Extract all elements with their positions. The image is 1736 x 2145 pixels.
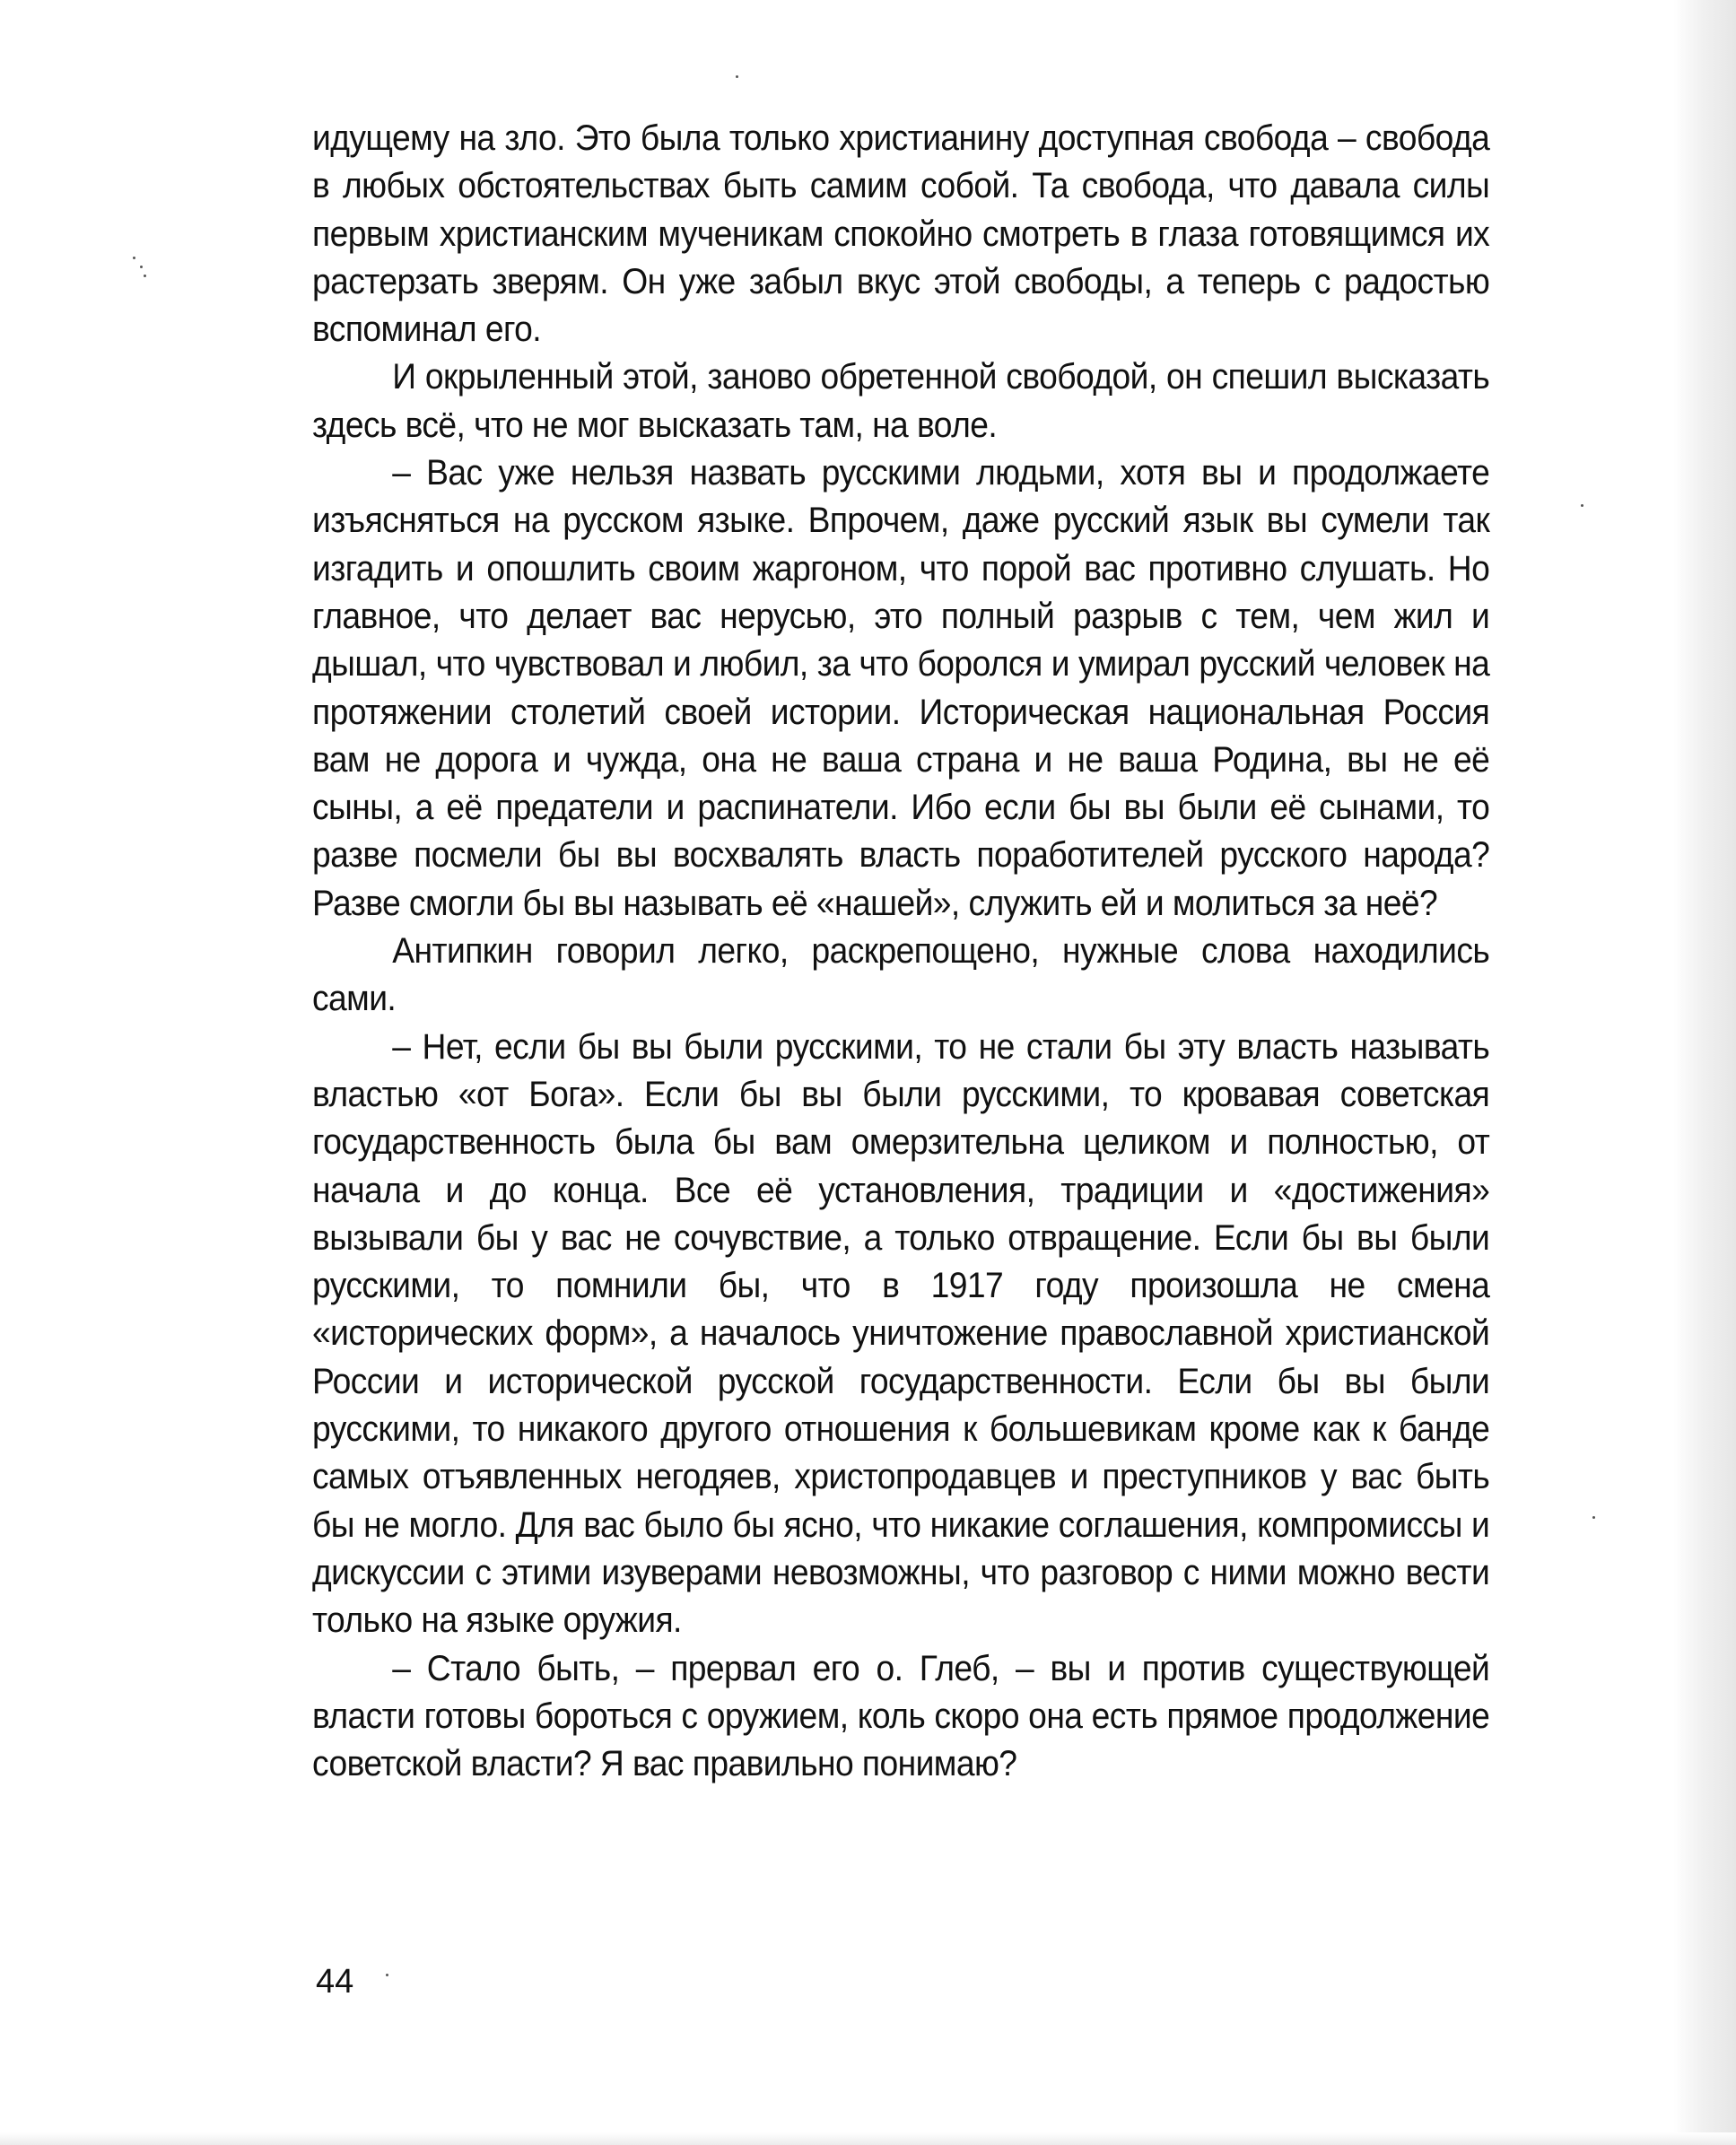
- page-bottom-edge: [0, 2132, 1736, 2145]
- scan-speck: [736, 75, 738, 78]
- scan-speck: [133, 257, 135, 259]
- paragraph: Антипкин говорил легко, раскрепощено, нужные слова находились сами.: [312, 931, 1490, 1019]
- scan-speck: [140, 266, 143, 268]
- paragraph: – Нет, если бы вы были русскими, то не стали бы эту власть называть властью «от Бога». Если бы вы были русскими, то кровавая советская государственность была бы вам омерзительна целиком и полностью, от начала и до конца. Все её установления, традиции и «достижения» вызывали бы у вас не сочувствие, а только отвращение. Если бы вы были русскими, то помнили бы, что в 1917 году произошла не смена «исторических форм», а началось уничтожение православной христианской России и исторической русской государственности. Если бы вы были русскими, то никакого другого отношения к большевикам кроме как к банде самых отъявленных негодяев, христопродавцев и преступников у вас быть бы не могло. Для вас было бы ясно, что никакие соглашения, компромиссы и дискуссии с этими изуверами невозможны, что разговор с ними можно вести только на языке оружия.: [312, 1026, 1490, 1641]
- paragraph: идущему на зло. Это была только христианину доступная свобода – свобода в любых обстоятельствах быть самим собой. Та свобода, что давала силы первым христианским мученикам спокойно смотреть в глаза готовящимся их растерзать зверям. Он уже забыл вкус этой свободы, а теперь с радостью вспоминал его.: [312, 118, 1490, 350]
- page-edge-shadow: [1673, 0, 1736, 2145]
- body-text: [312, 115, 1489, 1788]
- page-number: 44: [316, 1963, 354, 2001]
- scan-speck: [386, 1974, 388, 1976]
- paragraph: – Вас уже нельзя назвать русскими людьми, хотя вы и продолжаете изъясняться на русском языке. Впрочем, даже русский язык вы сумели так изгадить и опошлить своим жаргоном, что порой вас противно слушать. Но главное, что делает вас нерусью, это полный разрыв с тем, чем жил и дышал, что чувствовал и любил, за что боролся и умирал русский человек на протяжении столетий своей истории. Историческая национальная Россия вам не дорога и чужда, она не ваша страна и не ваша Родина, вы не её сыны, а её предатели и распинатели. Ибо если бы вы были её сынами, то разве посмели бы вы восхвалять власть поработителей русского народа? Разве смогли бы вы называть её «нашей», служить ей и молиться за неё?: [312, 453, 1490, 923]
- scan-speck: [1592, 1516, 1595, 1519]
- scan-speck: [144, 275, 146, 277]
- scan-speck: [1581, 504, 1583, 507]
- paragraph: – Стало быть, – прервал его о. Глеб, – вы и против существующей власти готовы бороться с оружием, коль скоро она есть прямое продолжение советской власти? Я вас правильно понимаю?: [312, 1648, 1490, 1784]
- paragraph: И окрыленный этой, заново обретенной свободой, он спешил высказать здесь всё, что не мог высказать там, на воле.: [312, 357, 1490, 445]
